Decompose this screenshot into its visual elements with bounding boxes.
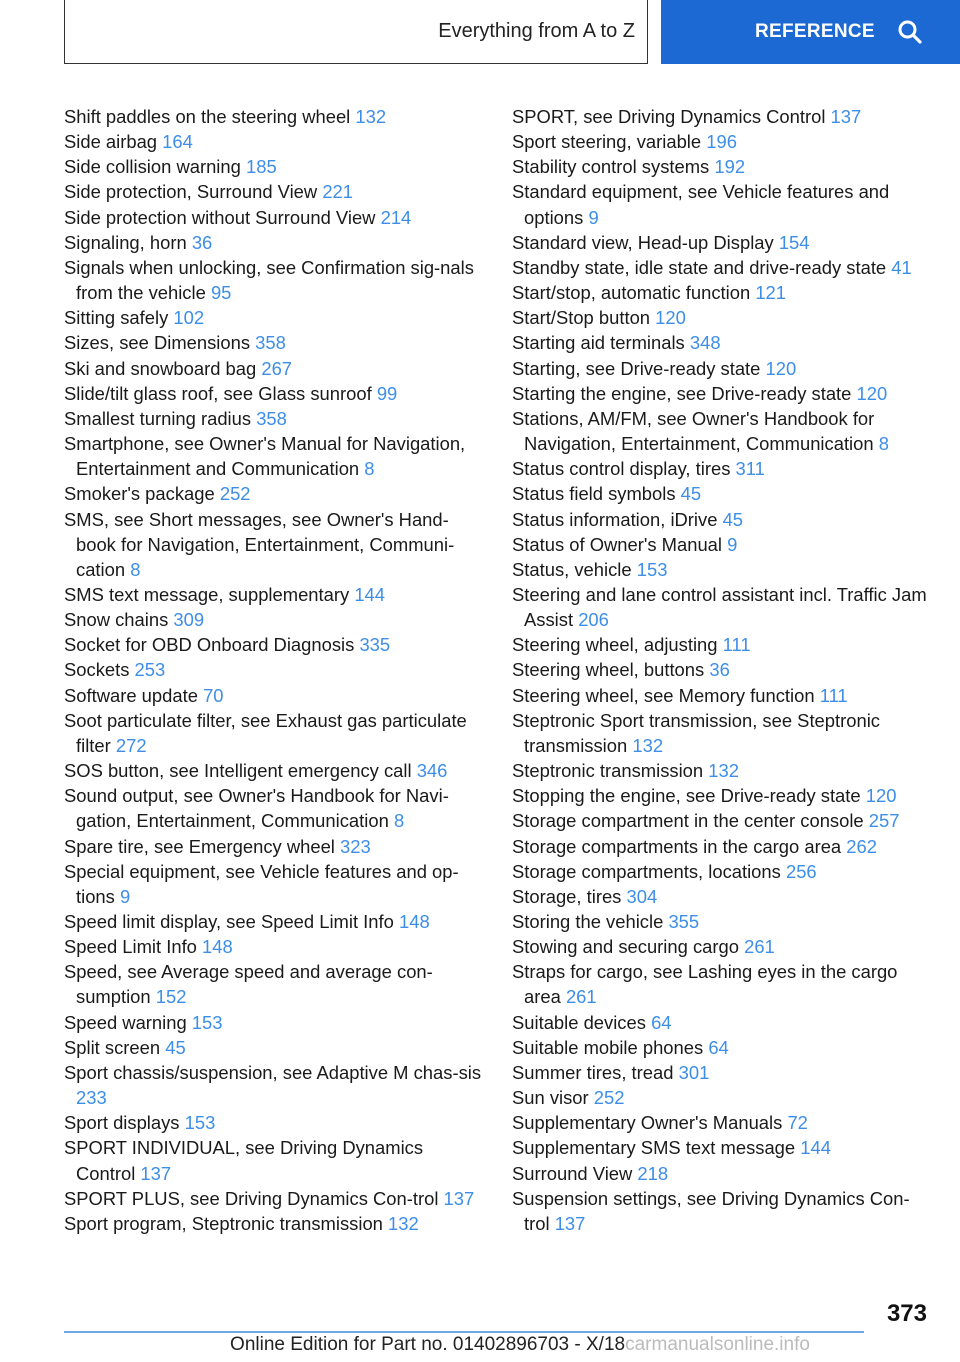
- index-entry-text: Special equipment, see Vehicle features and op‐tions: [64, 860, 459, 907]
- index-entry-text: Storage compartments, locations: [512, 860, 781, 882]
- page-link[interactable]: 99: [376, 382, 398, 404]
- index-entry: [64, 1135, 484, 1185]
- page-link[interactable]: 64: [708, 1036, 729, 1058]
- index-entry-text: Sport program, Steptronic transmission: [64, 1212, 383, 1234]
- index-entry-text: Side protection without Surround View: [64, 206, 376, 228]
- page-link[interactable]: 8: [130, 558, 141, 580]
- index-entry-text: Status, vehicle: [512, 558, 632, 580]
- index-entry-text: Straps for cargo, see Lashing eyes in the cargo area: [512, 961, 898, 1008]
- index-entry-text: Sizes, see Dimensions: [64, 332, 251, 354]
- index-entry-text: Sun visor: [512, 1087, 589, 1109]
- page-link[interactable]: 218: [637, 1162, 669, 1184]
- page-link[interactable]: 95: [210, 282, 232, 304]
- index-entry-text: Stations, AM/FM, see Owner's Handbook for Navigation, Entertainment, Communication: [512, 407, 875, 455]
- page-link[interactable]: 132: [355, 106, 387, 127]
- index-entry: [512, 456, 932, 481]
- index-entry: [512, 1161, 932, 1186]
- index-entry: [512, 582, 932, 632]
- index-entry-text: Speed limit display, see Speed Limit Info: [64, 911, 394, 932]
- page-link[interactable]: 185: [245, 156, 277, 178]
- index-entry-text: Status control display, tires: [512, 458, 731, 480]
- page-link[interactable]: 153: [191, 1011, 223, 1033]
- page-link[interactable]: 261: [744, 936, 775, 958]
- page-link[interactable]: 137: [140, 1162, 172, 1184]
- page-link[interactable]: 358: [255, 332, 286, 354]
- index-entry: [64, 1110, 484, 1135]
- index-entry-text: Summer tires, tread: [512, 1061, 674, 1083]
- page-link[interactable]: 348: [689, 332, 721, 354]
- index-column-left: [64, 104, 484, 1236]
- index-entry: [64, 356, 484, 381]
- index-entry: [512, 406, 932, 456]
- index-entry: [64, 758, 484, 783]
- index-entry: [512, 104, 932, 129]
- page-link[interactable]: 132: [388, 1212, 419, 1234]
- page-link[interactable]: 9: [119, 885, 131, 907]
- index-entry-text: Standard view, Head-up Display: [512, 231, 774, 253]
- page-link[interactable]: 45: [165, 1036, 186, 1058]
- index-entry: [64, 330, 484, 355]
- index-entry: [512, 154, 932, 179]
- page-link[interactable]: 301: [678, 1061, 710, 1083]
- index-entry-text: Suspension settings, see Driving Dynamics Con‐trol: [512, 1187, 910, 1234]
- index-column-right: [512, 104, 932, 1236]
- page-link[interactable]: 164: [162, 131, 193, 153]
- index-entry: [512, 632, 932, 657]
- index-entry: [512, 934, 932, 959]
- index-entry: [64, 431, 484, 481]
- index-entry: [512, 507, 932, 532]
- index-entry-text: Sport chassis/suspension, see Adaptive M chas‐sis: [64, 1061, 482, 1083]
- index-entry-text: Speed Limit Info: [64, 936, 197, 958]
- index-entry-text: Socket for OBD Onboard Diagnosis: [64, 634, 355, 656]
- index-entry-text: Storage, tires: [512, 885, 622, 907]
- index-entry: [64, 859, 484, 909]
- index-entry-text: Surround View: [512, 1162, 633, 1184]
- index-entry-text: Stopping the engine, see Drive-ready state: [512, 785, 861, 807]
- page-link[interactable]: 153: [184, 1112, 216, 1134]
- index-entry: [512, 1085, 932, 1110]
- index-entry-text: Starting, see Drive-ready state: [512, 357, 761, 379]
- page-link[interactable]: 252: [219, 483, 251, 505]
- page-link[interactable]: 256: [785, 860, 817, 882]
- index-entry-text: Suitable mobile phones: [512, 1036, 704, 1058]
- page-link[interactable]: 45: [722, 508, 744, 530]
- index-entry-text: SMS text message, supplementary: [64, 583, 350, 605]
- index-entry: [512, 859, 932, 884]
- page-link[interactable]: 252: [593, 1087, 625, 1109]
- page-link[interactable]: 120: [865, 785, 897, 807]
- index-entry: [64, 1186, 484, 1211]
- index-entry: [64, 381, 484, 406]
- index-entry: [512, 884, 932, 909]
- index-entry-text: Side airbag: [64, 131, 158, 153]
- page-link[interactable]: 120: [655, 307, 686, 329]
- index-entry: [64, 230, 484, 255]
- page-link[interactable]: 9: [588, 206, 599, 228]
- page-link[interactable]: 137: [554, 1212, 586, 1234]
- index-entry-text: Smoker's package: [64, 483, 215, 505]
- index-entry-text: Steering wheel, buttons: [512, 659, 705, 681]
- index-entry-text: SPORT, see Driving Dynamics Control: [512, 106, 826, 127]
- index-entry-text: Spare tire, see Emergency wheel: [64, 835, 335, 857]
- page-link[interactable]: 152: [155, 986, 187, 1008]
- page-link[interactable]: 120: [765, 357, 797, 379]
- search-icon[interactable]: [897, 19, 923, 45]
- index-entry: [512, 808, 932, 833]
- footer-divider: [64, 1331, 864, 1333]
- index-entry-text: Steering wheel, see Memory function: [512, 684, 815, 706]
- index-entry: [512, 783, 932, 808]
- index-entry: [64, 507, 484, 582]
- index-entry-text: Standard equipment, see Vehicle features and options: [512, 181, 890, 228]
- index-entry-text: Starting aid terminals: [512, 332, 685, 354]
- header-section-title-box: [64, 0, 648, 64]
- page-link[interactable]: 335: [359, 634, 391, 656]
- page-link[interactable]: 154: [778, 231, 810, 253]
- index-entry: [512, 1010, 932, 1035]
- index-entry-text: Sport displays: [64, 1112, 180, 1134]
- page-link[interactable]: 153: [636, 558, 668, 580]
- index-entry-text: Sitting safely: [64, 307, 169, 329]
- page-link[interactable]: 196: [706, 131, 737, 153]
- index-entry: [64, 1035, 484, 1060]
- page-link[interactable]: 221: [322, 181, 354, 203]
- index-entry: [512, 179, 932, 229]
- index-entry: [512, 1186, 932, 1236]
- index-entry-text: Sport steering, variable: [512, 131, 702, 153]
- page-link[interactable]: 309: [173, 609, 205, 631]
- index-entry: [512, 909, 932, 934]
- index-entry-text: SPORT INDIVIDUAL, see Driving Dynamics Control: [64, 1137, 424, 1184]
- index-entry-text: Status of Owner's Manual: [512, 533, 722, 555]
- index-entry: [64, 657, 484, 682]
- page-link[interactable]: 64: [651, 1011, 672, 1033]
- page-link[interactable]: 233: [76, 1087, 107, 1109]
- index-entry-text: Start/Stop button: [512, 307, 651, 329]
- page-link[interactable]: 121: [755, 282, 786, 304]
- page-link[interactable]: 132: [632, 734, 664, 756]
- index-entry: [64, 255, 484, 305]
- index-entry-text: Starting the engine, see Drive-ready state: [512, 382, 852, 404]
- index-entry-text: Standby state, idle state and drive-ready state: [512, 256, 887, 278]
- page-link[interactable]: 36: [191, 231, 213, 253]
- index-entry-text: Storage compartments in the cargo area: [512, 835, 842, 857]
- index-entry: [512, 683, 932, 708]
- page-link[interactable]: 148: [398, 911, 430, 932]
- index-entry-text: Status information, iDrive: [512, 508, 718, 530]
- page-link[interactable]: 267: [261, 357, 293, 379]
- page-link[interactable]: 9: [727, 533, 738, 555]
- index-entry: [64, 205, 484, 230]
- index-entry-text: Steering wheel, adjusting: [512, 634, 718, 656]
- index-entry: [64, 909, 484, 934]
- page-link[interactable]: 137: [443, 1187, 475, 1209]
- index-entry: [512, 330, 932, 355]
- index-entry-text: Supplementary SMS text message: [512, 1137, 796, 1159]
- index-entry-text: Shift paddles on the steering wheel: [64, 106, 351, 127]
- index-entry: [64, 683, 484, 708]
- index-entry: [64, 783, 484, 833]
- index-entry-text: Speed, see Average speed and average con‐sumption: [64, 961, 433, 1008]
- index-entry: [64, 104, 484, 129]
- index-entry-text: Slide/tilt glass roof, see Glass sunroof: [64, 382, 372, 404]
- edition-text: Online Edition for Part no. 01402896703 - X/18: [230, 1334, 626, 1355]
- index-entry: [512, 481, 932, 506]
- index-entry: [512, 255, 932, 280]
- reference-tab-label: REFERENCE: [755, 21, 875, 42]
- index-entry-text: Ski and snowboard bag: [64, 357, 257, 379]
- page-link[interactable]: 272: [115, 734, 147, 756]
- index-entry-text: Snow chains: [64, 609, 169, 631]
- index-entry-text: Signals when unlocking, see Confirmation sig‐nals from the vehicle: [64, 256, 474, 304]
- index-entry: [512, 959, 932, 1009]
- index-entry-text: Stability control systems: [512, 156, 710, 178]
- page-link[interactable]: 214: [380, 206, 412, 228]
- page-link[interactable]: 311: [735, 458, 765, 480]
- page-link[interactable]: 261: [565, 986, 597, 1008]
- index-entry: [64, 582, 484, 607]
- index-entry: [64, 1211, 484, 1236]
- page-link[interactable]: 8: [878, 433, 889, 455]
- index-entry-text: Speed warning: [64, 1011, 187, 1033]
- index-entry-text: Start/stop, automatic function: [512, 282, 751, 304]
- index-entry: [512, 557, 932, 582]
- index-entry-text: SPORT PLUS, see Driving Dynamics Con‐trol: [64, 1187, 439, 1209]
- index-entry: [512, 532, 932, 557]
- reference-tab[interactable]: [661, 0, 960, 64]
- page-link[interactable]: 358: [256, 407, 287, 429]
- index-entry-text: Software update: [64, 684, 198, 706]
- index-entry: [64, 179, 484, 204]
- index-entry: [64, 1060, 484, 1110]
- index-entry-text: Status field symbols: [512, 483, 676, 505]
- index-entry: [64, 834, 484, 859]
- index-entry-text: Sound output, see Owner's Handbook for Navi‐gation, Entertainment, Communication: [64, 785, 449, 832]
- index-entry-text: Side protection, Surround View: [64, 181, 318, 203]
- page-link[interactable]: 148: [202, 936, 233, 958]
- index-entry-text: Soot particulate filter, see Exhaust gas particulate filter: [64, 709, 467, 756]
- page-link[interactable]: 323: [340, 835, 371, 857]
- page-link[interactable]: 346: [416, 760, 448, 782]
- page-link[interactable]: 72: [787, 1112, 808, 1134]
- page-link[interactable]: 206: [578, 609, 609, 631]
- page-link[interactable]: 304: [626, 885, 658, 907]
- index-entry-text: SOS button, see Intelligent emergency call: [64, 760, 412, 782]
- index-entry-text: Steptronic Sport transmission, see Steptronic transmission: [512, 709, 880, 756]
- page-link[interactable]: 102: [173, 307, 205, 329]
- page-link[interactable]: 8: [364, 458, 375, 480]
- index-entry-text: Sockets: [64, 659, 130, 681]
- index-entry: [64, 406, 484, 431]
- index-entry-text: Supplementary Owner's Manuals: [512, 1112, 783, 1134]
- index-entry: [512, 1060, 932, 1085]
- index-entry-text: Signaling, horn: [64, 231, 187, 253]
- index-entry-text: Smallest turning radius: [64, 407, 252, 429]
- page-link[interactable]: 132: [708, 760, 739, 782]
- index-entry: [64, 305, 484, 330]
- page-link[interactable]: 8: [393, 810, 405, 832]
- index-entry: [64, 708, 484, 758]
- index-entry: [64, 632, 484, 657]
- index-entry-text: Steptronic transmission: [512, 760, 704, 782]
- page-link[interactable]: 144: [800, 1137, 831, 1159]
- page-link[interactable]: 144: [354, 583, 385, 605]
- page-link[interactable]: 111: [819, 684, 848, 706]
- index-entry-text: Steering and lane control assistant incl. Traffic Jam Assist: [512, 583, 927, 631]
- index-entry: [64, 129, 484, 154]
- index-entry: [512, 1035, 932, 1060]
- page-link[interactable]: 355: [668, 911, 700, 932]
- index-entry: [512, 129, 932, 154]
- page-link[interactable]: 262: [846, 835, 877, 857]
- index-entry: [64, 934, 484, 959]
- index-entry-text: Storing the vehicle: [512, 911, 664, 932]
- index-entry: [512, 657, 932, 682]
- index-entry: [64, 959, 484, 1009]
- index-entry: [64, 154, 484, 179]
- section-title: Everything from A to Z: [438, 20, 635, 42]
- index-entry-text: SMS, see Short messages, see Owner's Hand‐book for Navigation, Entertainment, Communi‐cation: [64, 508, 455, 580]
- index-entry: [512, 708, 932, 758]
- index-entry: [512, 280, 932, 305]
- page-link[interactable]: 120: [856, 382, 888, 404]
- index-entry: [512, 758, 932, 783]
- index-entry: [512, 230, 932, 255]
- index-entry-text: Smartphone, see Owner's Manual for Navigation, Entertainment and Communication: [64, 433, 466, 480]
- page-link[interactable]: 137: [830, 106, 862, 127]
- index-entry-text: Storage compartment in the center console: [512, 810, 864, 832]
- index-entry: [64, 607, 484, 632]
- index-entry: [512, 305, 932, 330]
- index-entry-text: Suitable devices: [512, 1011, 646, 1033]
- index-entry: [512, 1110, 932, 1135]
- page-link[interactable]: 111: [722, 634, 751, 656]
- page-link[interactable]: 70: [203, 684, 224, 706]
- index-entry: [64, 1010, 484, 1035]
- page-link[interactable]: 45: [680, 483, 702, 505]
- index-entry: [512, 356, 932, 381]
- watermark: carmanualsonline.info: [625, 1334, 810, 1355]
- index-entry-text: Side collision warning: [64, 156, 241, 178]
- page-link[interactable]: 257: [868, 810, 900, 832]
- index-entry: [512, 834, 932, 859]
- index-entry: [512, 1135, 932, 1160]
- page-link[interactable]: 253: [134, 659, 166, 681]
- index-entry: [64, 481, 484, 506]
- page-link[interactable]: 41: [891, 256, 912, 278]
- page-link[interactable]: 36: [709, 659, 730, 681]
- index-entry-text: Split screen: [64, 1036, 161, 1058]
- footer-edition: [0, 1334, 960, 1356]
- page-number: 373: [886, 1300, 927, 1327]
- page-link[interactable]: 192: [714, 156, 746, 178]
- index-entry-text: Stowing and securing cargo: [512, 936, 739, 958]
- index-entry: [512, 381, 932, 406]
